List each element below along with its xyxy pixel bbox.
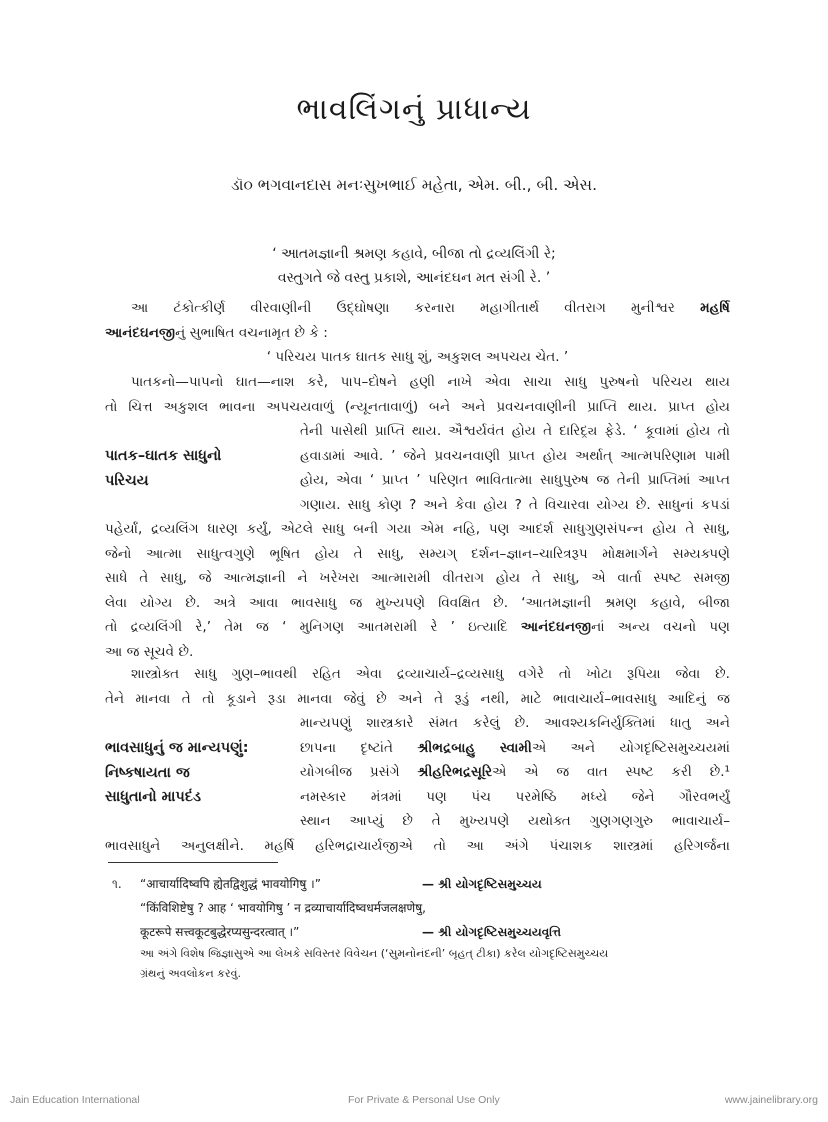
paragraph-2-top [105,370,730,419]
epigraph-line: ‘ આતમજ્ઞાની શ્રમણ કહાવે, બીજા તો દ્રવ્યલિંગી રે; [272,246,556,262]
text-line: તેને માનવા તે તો કૂડાને રૂડા માનવા જેવું છે અને તે રૂડું નથી, માટે ભાવાચાર્ય–ભાવસાધુ આદિનું જ [105,690,730,707]
epigraph-line: વસ્તુગતે જે વસ્તુ પ્રકાશે, આનંદઘન મત સંગી રે. ’ [277,270,551,286]
footnote-divider [108,862,278,863]
text-line: ગણાય. સાધુ કોણ ? અને કેવા હોય ? તે વિચારવા યોગ્ય છે. સાધુનાં કપડાં [300,496,730,513]
text-line: સાધે તે સાધુ, જે આત્મજ્ઞાની ને ખરેખરા આત્મારામી વીતરાગ હોય તે સાધુ, એ વાર્તા સ્પષ્ટ સમજી [105,570,730,587]
page-title: ભાવલિંગનું પ્રાધાન્ય [296,92,532,127]
text-line: ભાવસાધુને અનુલક્ષીને. મહર્ષિ હરિભદ્રાચાર્યજીએ તો આ અંગે પંચાશક શાસ્ત્રમાં હરિગર્જના [105,838,730,854]
paragraph-3-right [300,711,730,834]
text-line: નમસ્કાર મંત્રમાં પણ પંચ પરમેષ્ઠિ મધ્યે જેને ગૌરવભર્યું [300,788,730,805]
footnote-note-line: ગ્રંથનું અવલોકન કરવું. [140,967,241,980]
side-heading-line: પાતક–ઘાતક સાધુનો [105,448,222,464]
side-heading-line: ભાવસાધુનું જ માન્યપણું: [105,740,249,756]
quote-line: ‘ પરિચય પાતક ઘાતક સાધુ શું, અકુશલ અપચય ચેત. ’ [266,349,569,366]
footnote-line [112,872,732,896]
footnote-number: ૧. [112,877,122,891]
paragraph-2-bottom [105,517,730,665]
footer-website-link[interactable]: www.jainelibrary.org [724,1094,818,1106]
footer-usage-notice: For Private & Personal Use Only [348,1094,500,1106]
footnote-source: — શ્રી યોગદૃષ્ટિસમુચ્ચય [422,877,542,891]
author-line: ડૉ૦ ભગવાનદાસ મનઃસુખભાઈ મહેતા, એમ. બી., બી. એસ. [230,176,598,194]
text-line: આ ટંકોત્કીર્ણ વીરવાણીની ઉદ્ઘોષણા કરનારા મહાગીતાર્થ વીતરાગ મુનીશ્વર મહર્ષિ [131,300,730,316]
text-line: તેની પાસેથી પ્રાપ્તિ થાય. ઐશ્વર્યવંત હોય તે દારિદ્ર્ય ફેડે. ‘ કૂવામાં હોય તો [300,423,730,439]
side-heading-patak-ghatak [105,444,221,493]
side-heading-bhavsadhu [105,736,249,810]
text-line: આ જ સૂચવે છે. [105,643,194,660]
paragraph-2-right [300,419,730,517]
paragraph-3-bottom [105,834,730,859]
page-footer [0,1094,828,1110]
epigraph [0,242,828,290]
footnote-note-line: આ અંગે વિશેષ જિજ્ઞાસુએ આ લેખકે સવિસ્તર વિવેચન (‘સુમનોનંદની’ બૃહત્ ટીકા) કરેલ યોગદૃષ્ટિસમુચ્ચય [140,947,609,960]
footnote-line [112,920,732,944]
text-line: સ્થાન આપ્યું છે તે મુખ્યપણે યથોક્ત ગુણગણગુરુ ભાવાચાર્ય– [300,813,730,830]
footer-publisher: Jain Education International [10,1094,140,1106]
text-line: છાપના દૃષ્ટાંતે શ્રીભદ્રબાહુ સ્વામીએ અને યોગદૃષ્ટિસમુચ્ચયમાં [300,739,730,756]
text-line: પાતકનો—પાપનો ઘાત—નાશ કરે, પાપ–દોષને હણી નાખે એવા સાચા સાધુ પુરુષનો પરિચય થાય [131,374,730,390]
paragraph-intro [105,296,730,370]
text-line: હોય, એવા ‘ પ્રાપ્ત ’ પરિણત ભાવિતાત્મા સાધુપુરુષ જ તેની પ્રાપ્તિમાં આપ્ત [300,472,730,489]
side-heading-line: પરિચય [105,472,149,489]
text-line: શાસ્ત્રોક્ત સાધુ ગુણ–ભાવથી રહિત એવા દ્રવ્યાચાર્ય–દ્રવ્યસાધુ વગેરે તો ખોટા રૂપિયા જેવા છે. [131,666,730,682]
text-line: માન્યપણું શાસ્ત્રકારે સંમત કરેલું છે. આવશ્યકનિર્યુક્તિમાં ધાતુ અને [300,715,730,731]
text-line: લેવા યોગ્ય છે. અત્રે આવા ભાવસાધુ જ મુખ્યપણે વિવક્ષિત છે. ‘આતમજ્ઞાની શ્રમણ કહાવે, બીજા [105,594,730,611]
side-heading-line: નિષ્કષાયતા જ [105,764,190,781]
text-line: પહેર્યાં, દ્રવ્યલિંગ ધારણ કર્યું, એટલે સાધુ બની ગયા એમ નહિ, પણ આદર્શ સાધુગુણસંપન્ન હોય તે સાધુ, [105,521,730,537]
text-line: યોગબીજ પ્રસંગે શ્રીહરિભદ્રસૂરિએ એ જ વાત સ્પષ્ટ કરી છે.¹ [300,764,730,781]
footnote-quote: कूटरूपे सत्त्वकूटबुद्धेरप्यसुन्दरत्वात् ।” [140,925,300,939]
text-line: તો ચિત્ત અકુશલ ભાવના અપચયવાળું (ન્યૂનતાવાળું) બને અને પ્રવચનવાણીની પ્રાપ્તિ થાય. પ્રાપ્ત હોય [105,398,730,415]
text-line: હવાડામાં આવે. ’ જેને પ્રવચનવાણી પ્રાપ્ત હોય અર્થાત્ આત્મપરિણામ પામી [300,447,730,464]
footnote-note [112,944,732,984]
footnote-line: “किंविशिष्टेषु ? आह ‘ भावयोगिषु ’ न द्रव्याचार्यादिष्वधर्मजलक्षणेषु, [140,901,426,915]
side-heading-line: સાધુતાનો માપદંડ [105,789,201,806]
paragraph-3-top [105,662,730,711]
footnote-source: — શ્રી યોગદૃષ્ટિસમુચ્ચયવૃત્તિ [422,925,562,939]
footnote [112,872,732,984]
text-line: આનંદઘનજીનું સુભાષિત વચનામૃત છે કે : [105,324,328,341]
footnote-quote: “आचार्यादिष्वपि ह्येतद्विशुद्धं भावयोगिषु ।” [140,877,321,891]
text-line: તો દ્રવ્યલિંગી રે,’ તેમ જ ‘ મુનિગણ આતમરામી રે ’ ઇત્યાદિ આનંદઘનજીનાં અન્ય વચનો પણ [105,619,730,636]
text-line: જેનો આત્મા સાધુત્વગુણે ભૂષિત હોય તે સાધુ, સમ્યગ્ દર્શન–જ્ઞાન–ચારિત્રરૂપ મોક્ષમાર્ગને સમ્યક્પણે [105,545,730,562]
